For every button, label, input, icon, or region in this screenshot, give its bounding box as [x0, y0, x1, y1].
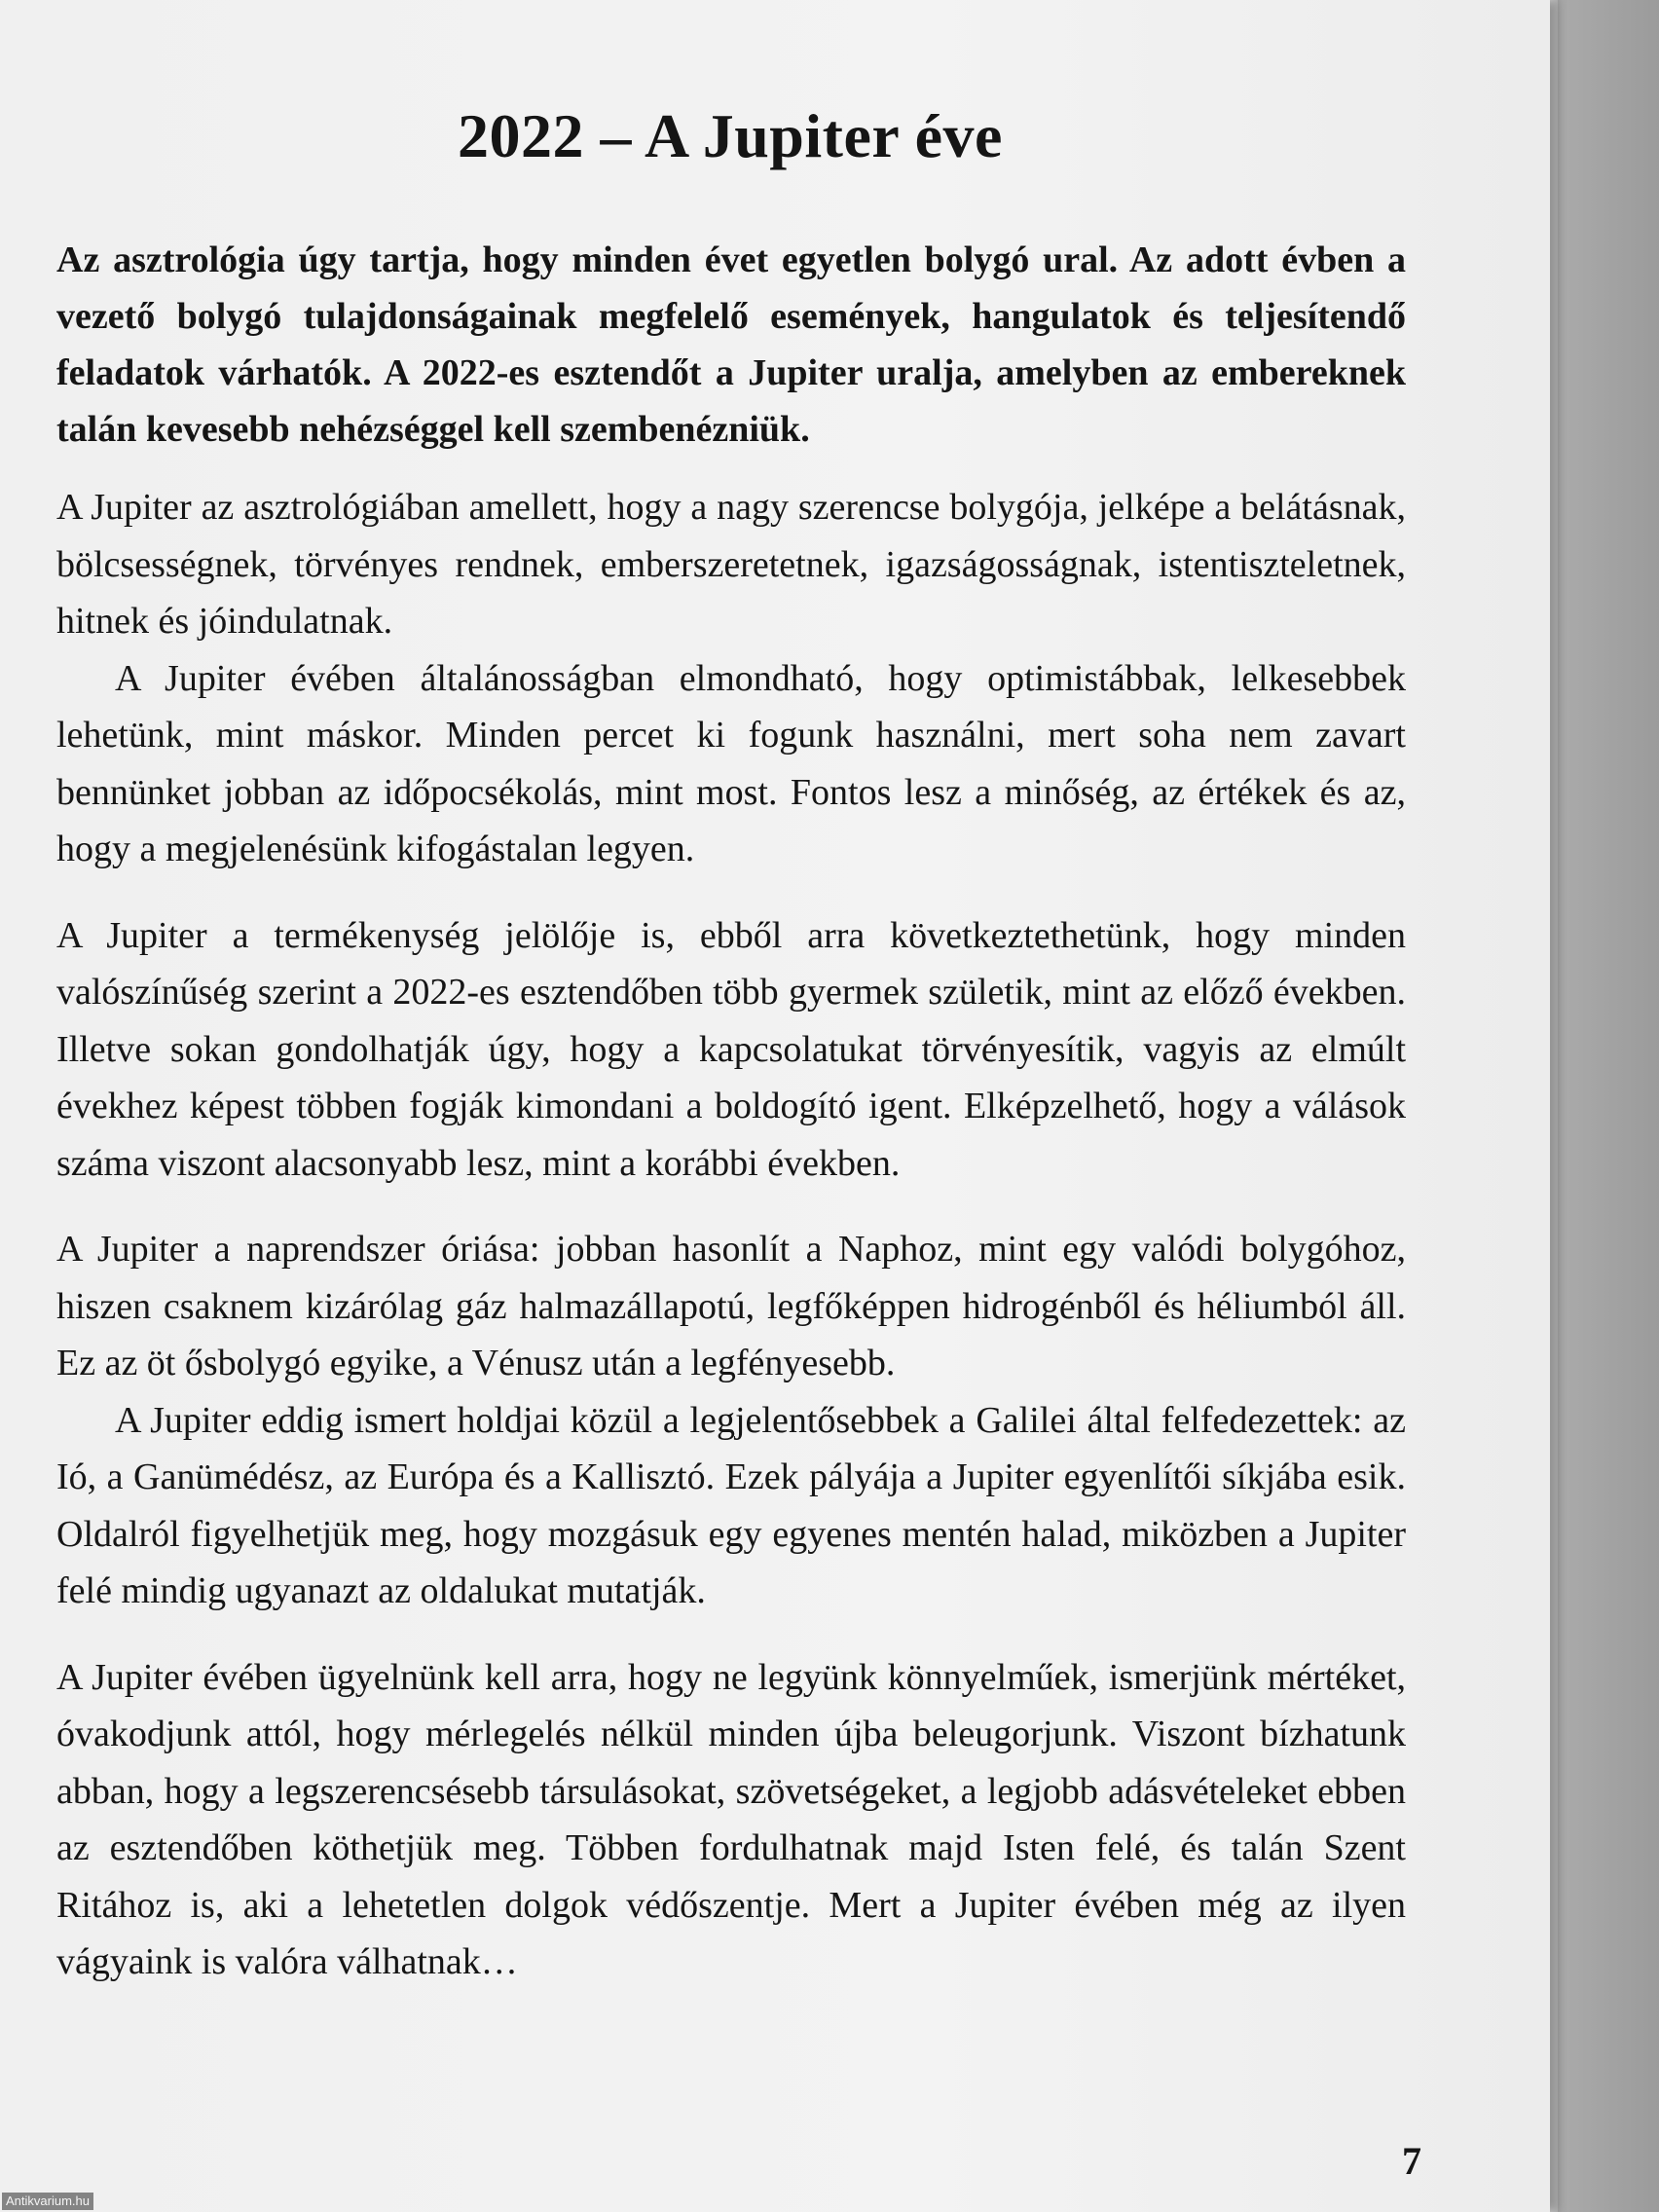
watermark: Antikvarium.hu [2, 2193, 93, 2210]
paragraph-3: A Jupiter a termékenység jelölője is, ebből arra következtethetünk, hogy minden valószínűség szerint a 2022-es esztendőben több gyermek születik, mint az előző években. Illetve sokan gondolhatják úgy, hogy a kapcsolatukat törvényesítik, vagyis az elmúlt évekhez képest többen fogják kimondani a boldogító igent. Elképzelhető, hogy a válások száma viszont alacsonyabb lesz, mint a korábbi években. [56, 914, 1406, 1184]
paragraph-5: A Jupiter eddig ismert holdjai közül a legjelentősebbek a Galilei által felfedezettek: az Ió, a Ganümédész, az Európa és a Kallisztó. Ezek pályája a Jupiter egyenlítői síkjába esik. Oldalról figyelhetjük meg, hogy mozgásuk egy egyenes mentén halad, miközben a Jupiter felé mindig ugyanazt az oldalukat mutatják. [56, 1399, 1406, 1611]
paragraph-1: A Jupiter az asztrológiában amellett, hogy a nagy szerencse bolygója, jelképe a belátásnak, bölcsességnek, törvényes rendnek, emberszeretetnek, igazságosságnak, istentiszteletnek, hitnek és jóindulatnak. [56, 487, 1406, 642]
page-number: 7 [1402, 2139, 1421, 2183]
lead-paragraph: Az asztrológia úgy tartja, hogy minden évet egyetlen bolygó ural. Az adott évben a vezető bolygó tulajdonságainak megfelelő események, hangulatok és teljesítendő feladatok várhatók. A 2022-es esztendőt a Jupiter uralja, amelyben az embereknek talán kevesebb nehézséggel kell szembenézniük. [56, 240, 1406, 450]
page-title: 2022 – A Jupiter éve [458, 101, 1003, 170]
paragraph-4: A Jupiter a naprendszer óriása: jobban hasonlít a Naphoz, mint egy valódi bolygóhoz, hiszen csaknem kizárólag gáz halmazállapotú, legfőképpen hidrogénből és héliumból áll. Ez az öt ősbolygó egyike, a Vénusz után a legfényesebb. [56, 1229, 1406, 1383]
paragraph-2: A Jupiter évében általánosságban elmondható, hogy optimistábbak, lelkesebbek lehetünk, mint máskor. Minden percet ki fogunk használni, mert soha nem zavart bennünket jobban az időpocsékolás, mint most. Fontos lesz a minőség, az értékek és az, hogy a megjelenésünk kifogástalan legyen. [56, 657, 1406, 869]
paragraph-6: A Jupiter évében ügyelnünk kell arra, hogy ne legyünk könnyelműek, ismerjünk mértéket, óvakodjunk attól, hogy mérlegelés nélkül minden újba beleugorjunk. Viszont bízhatunk abban, hogy a legszerencsésebb társulásokat, szövetségeket, a legjobb adásvételeket ebben az esztendőben köthetjük meg. Többen fordulhatnak majd Isten felé, és talán Szent Ritához is, aki a lehetetlen dolgok védőszentje. Mert a Jupiter évében még az ilyen vágyaink is valóra válhatnak… [56, 1656, 1406, 1982]
page-edge [1550, 0, 1558, 2212]
page-body [56, 232, 1406, 1991]
